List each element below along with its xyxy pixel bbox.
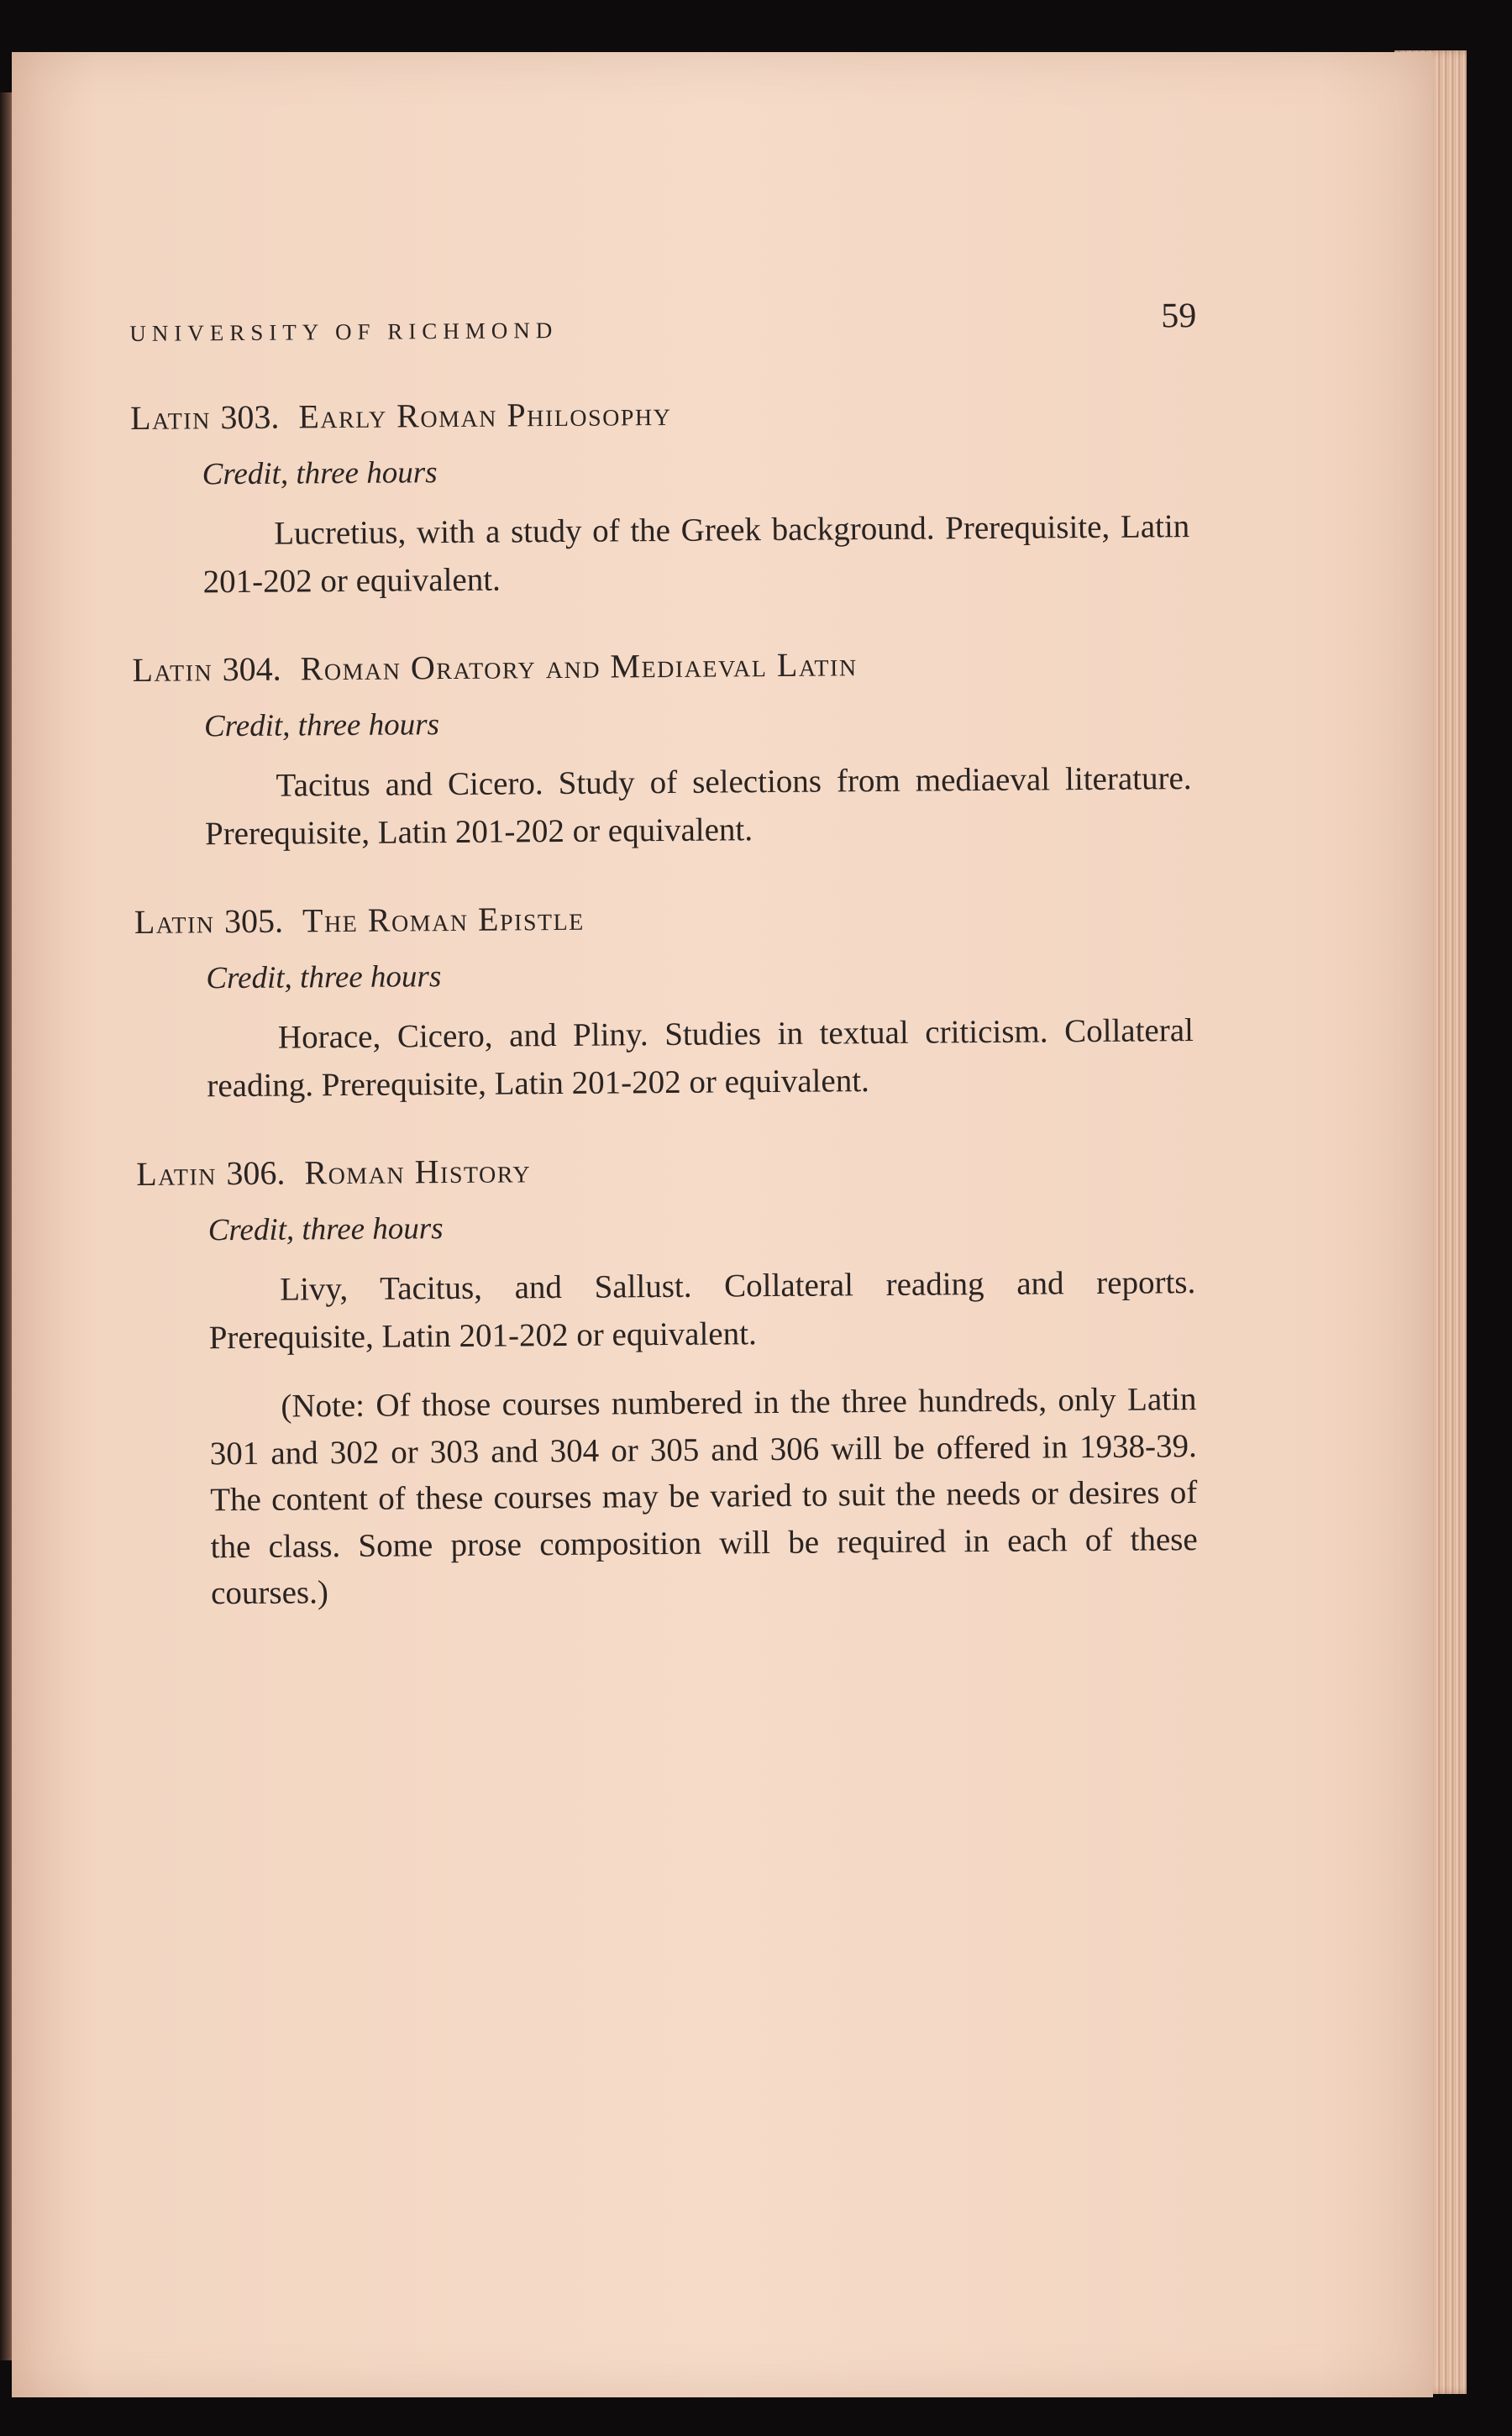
- course-entry: [130, 390, 1190, 606]
- course-title: Early Roman Philosophy: [298, 394, 672, 436]
- course-code: Latin: [132, 650, 213, 690]
- course-description: Tacitus and Cicero. Study of selections from mediaeval literature. Prerequisite, Latin 201-202 or equivalent.: [204, 760, 1192, 852]
- course-title: Roman History: [304, 1152, 532, 1192]
- book-page: [12, 52, 1433, 2397]
- course-code: Latin: [129, 398, 212, 437]
- course-code: Latin: [134, 902, 215, 942]
- course-entry: [136, 1146, 1198, 1617]
- course-code: Latin: [136, 1154, 218, 1194]
- course-description: Livy, Tacitus, and Sallust. Collateral reading and reports. Prerequisite, Latin 201-202 or equivalent.: [208, 1264, 1196, 1357]
- offering-note: (Note: Of those courses numbered in the three hundreds, only Latin 301 and 302 or 303 and 304 or 305 and 306 will be offered in 1938-39. The content of these courses may be varied to suit the needs or desires of the class. Some prose composition will be required in each of these courses.): [209, 1381, 1198, 1612]
- course-number: 306.: [226, 1153, 286, 1193]
- course-heading: [136, 1146, 1194, 1194]
- page-number: 59: [1161, 297, 1197, 336]
- running-title: UNIVERSITY OF RICHMOND: [129, 317, 559, 346]
- course-description: Horace, Cicero, and Pliny. Studies in textual criticism. Collateral reading. Prerequisite, Latin 201-202 or equivalent.: [207, 1012, 1194, 1105]
- course-number: 305.: [223, 901, 284, 941]
- course-number: 304.: [222, 649, 281, 689]
- course-entry: [134, 894, 1194, 1110]
- running-head: [129, 287, 1197, 354]
- course-description: Lucretius, with a study of the Greek background. Prerequisite, Latin 201-202 or equivalent.: [202, 508, 1190, 600]
- course-heading: [130, 390, 1189, 438]
- course-heading: [134, 894, 1193, 942]
- course-entry: [132, 642, 1192, 858]
- course-heading: [132, 642, 1190, 690]
- course-credit: Credit, three hours: [206, 959, 442, 996]
- course-credit: Credit, three hours: [207, 1211, 444, 1248]
- course-credit: Credit, three hours: [203, 707, 440, 744]
- course-credit: Credit, three hours: [202, 455, 438, 492]
- course-title: Roman Oratory and Mediaeval Latin: [300, 645, 858, 688]
- course-number: 303.: [220, 397, 280, 437]
- page-content: [129, 287, 1198, 1617]
- course-title: The Roman Epistle: [302, 899, 585, 940]
